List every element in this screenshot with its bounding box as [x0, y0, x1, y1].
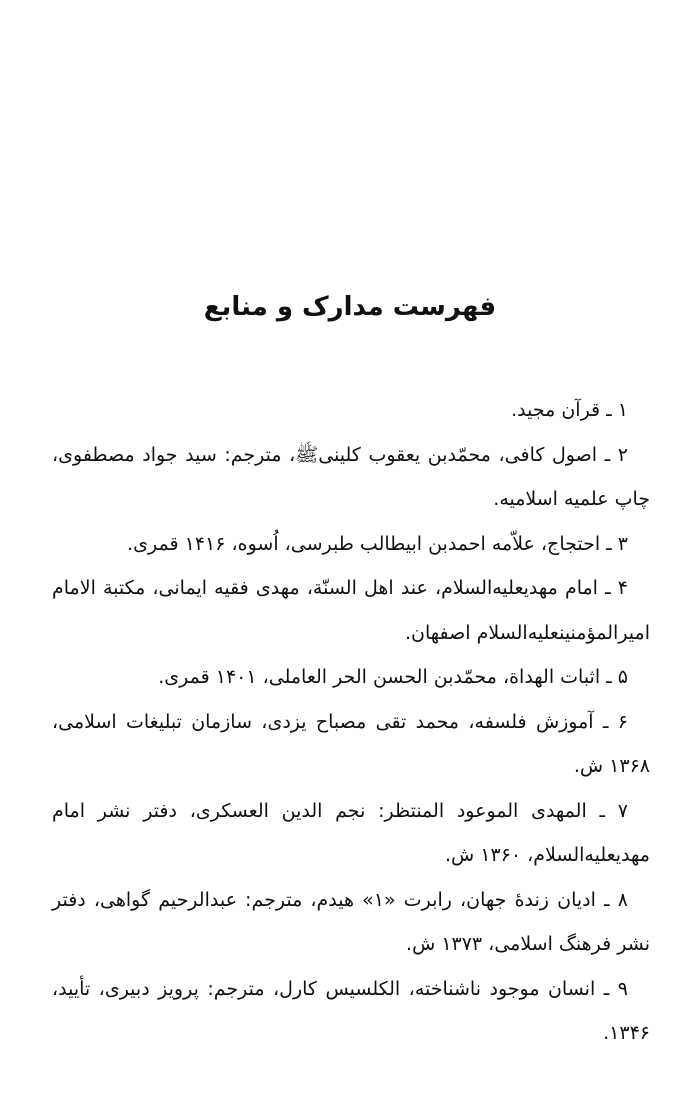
- reference-item: ۳ ـ احتجاج، علاّمه احمدبن ابیطالب طبرسی، اُسوه، ۱۴۱۶ قمری.: [127, 532, 628, 555]
- reference-item: ۶ ـ آموزش فلسفه، محمد تقی مصباح یزدی، سازمان تبلیغات اسلامی، ۱۳۶۸ ش.: [52, 710, 650, 777]
- reference-item: ۹ ـ انسان موجود ناشناخته، الکلسیس کارل، مترجم: پرویز دبیری، تأیید، ۱۳۴۶.: [52, 977, 650, 1044]
- reference-item: ۸ ـ ادیان زندهٔ جهان، رابرت «۱» هیدم، مترجم: عبدالرحیم گواهی، دفتر نشر فرهنگ اسلامی، ۱۳۷۳ ش.: [52, 888, 650, 955]
- reference-list: [52, 388, 650, 1056]
- page-title: فهرست مدارک و منابع: [203, 292, 497, 322]
- reference-item: ۴ ـ امام مهدیعليه‌السلام، عند اهل السنّة، مهدی فقیه ایمانی، مکتبة الامام امیرالمؤمنینعليه‌السلام اصفهان.: [52, 577, 650, 644]
- reference-item: ۱ ـ قرآن مجید.: [511, 399, 628, 421]
- reference-item: ۲ ـ اصول کافی، محمّدبن یعقوب کلینیﷺ، مترجم: سید جواد مصطفوی، چاپ علمیه اسلامیه.: [52, 443, 650, 510]
- reference-item: ۵ ـ اثبات الهداة، محمّدبن الحسن الحر العاملی، ۱۴۰۱ قمری.: [158, 666, 628, 688]
- reference-item: ۷ ـ المهدی الموعود المنتظر: نجم الدین العسکری، دفتر نشر امام مهدیعليه‌السلام، ۱۳۶۰ ش.: [52, 799, 650, 866]
